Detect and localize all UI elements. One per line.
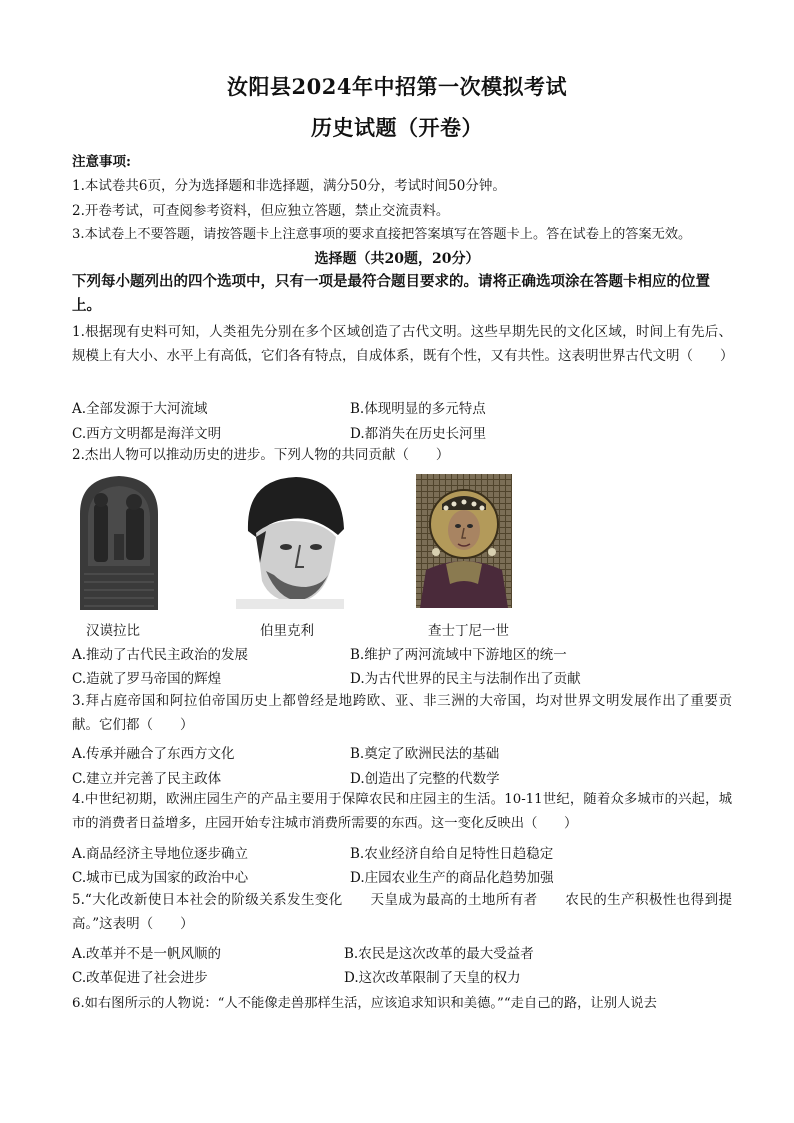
note-item: 3.本试卷上不要答题，请按答题卡上注意事项的要求直接把答案填写在答题卡上。答在试卷上的答案无效。 <box>72 227 692 242</box>
question-1-option-d[interactable]: D.都消失在历史长河里 <box>350 426 487 442</box>
question-3-option-d[interactable]: D.创造出了完整的代数学 <box>350 771 500 787</box>
question-5-option-d[interactable]: D.这次改革限制了天皇的权力 <box>344 970 521 986</box>
question-2-option-b[interactable]: B.维护了两河流域中下游地区的统一 <box>350 647 567 663</box>
caption-hammurabi: 汉谟拉比 <box>86 623 140 639</box>
note-item: 2.开卷考试，可查阅参考资料，但应独立答题，禁止交流责料。 <box>72 203 450 219</box>
question-4-stem: 4.中世纪初期，欧洲庄园生产的产品主要用于保障农民和庄园主的生活。10-11世纪，随着众多城市的兴起，城市的消费者日益增多，庄园开始专注城市消费所需要的东西。这一变化反映出（ ） <box>72 792 732 831</box>
caption-justinian: 查士丁尼一世 <box>428 623 509 639</box>
question-1-option-a[interactable]: A.全部发源于大河流域 <box>72 401 208 417</box>
question-1-option-b[interactable]: B.体现明显的多元特点 <box>350 401 486 417</box>
pericles-bust-image <box>226 471 354 609</box>
question-2-stem: 2.杰出人物可以推动历史的进步。下列人物的共同贡献（ ） <box>72 447 450 463</box>
notes-label: 注意事项: <box>72 154 131 170</box>
hammurabi-stele-image <box>74 474 164 610</box>
question-3-option-c[interactable]: C.建立并完善了民主政体 <box>72 771 222 787</box>
question-5-stem: 5.“大化改新使日本社会的阶级关系发生变化 天皇成为最高的土地所有者 农民的生产积极性也得到提高。”这表明（ ） <box>72 892 732 932</box>
question-3-stem: 3.拜占庭帝国和阿拉伯帝国历史上都曾经是地跨欧、亚、非三洲的大帝国，均对世界文明发展作出了重要贡献。它们都（ ） <box>72 693 732 733</box>
section-heading: 选择题（共20题，20分） <box>314 251 480 267</box>
note-item: 1.本试卷共6页，分为选择题和非选择题，满分50分，考试时间50分钟。 <box>72 178 506 194</box>
question-2-option-c[interactable]: C.造就了罗马帝国的辉煌 <box>72 671 222 687</box>
question-2-option-a[interactable]: A.推动了古代民主政治的发展 <box>72 647 249 663</box>
question-6-stem: 6.如右图所示的人物说：“人不能像走兽那样生活，应该追求知识和美德。”“走自己的路，让别人说去 <box>72 996 657 1011</box>
question-4-option-c[interactable]: C.城市已成为国家的政治中心 <box>72 870 249 886</box>
question-4-option-d[interactable]: D.庄园农业生产的商品化趋势加强 <box>350 870 554 886</box>
question-4-option-b[interactable]: B.农业经济自给自足特性日趋稳定 <box>350 846 554 862</box>
caption-pericles: 伯里克利 <box>260 623 314 639</box>
question-5-option-b[interactable]: B.农民是这次改革的最大受益者 <box>344 946 534 962</box>
section-instruction: 下列每小题列出的四个选项中，只有一项是最符合题目要求的。请将正确选项涂在答题卡相应的位置上。 <box>72 273 710 314</box>
question-5-option-a[interactable]: A.改革并不是一帆风顺的 <box>72 946 222 962</box>
question-5-option-c[interactable]: C.改革促进了社会进步 <box>72 970 208 986</box>
question-1-stem: 1.根据现有史料可知，人类祖先分别在多个区域创造了古代文明。这些早期先民的文化区域，时间上有先后、规模上有大小、水平上有高低，它们各有特点，自成体系，既有个性，又有共性。这表明世界古代文明（ ） <box>72 324 734 364</box>
question-1-option-c[interactable]: C.西方文明都是海洋文明 <box>72 426 222 442</box>
question-4-option-a[interactable]: A.商品经济主导地位逐步确立 <box>72 846 249 862</box>
exam-subtitle: 历史试题（开卷） <box>311 115 483 140</box>
question-3-option-a[interactable]: A.传承并融合了东西方文化 <box>72 746 235 762</box>
question-2-option-d[interactable]: D.为古代世界的民主与法制作出了贡献 <box>350 671 581 687</box>
question-3-option-b[interactable]: B.奠定了欧洲民法的基础 <box>350 746 500 762</box>
exam-title: 汝阳县2024年中招第一次模拟考试 <box>227 74 567 99</box>
justinian-mosaic-image <box>416 474 512 608</box>
